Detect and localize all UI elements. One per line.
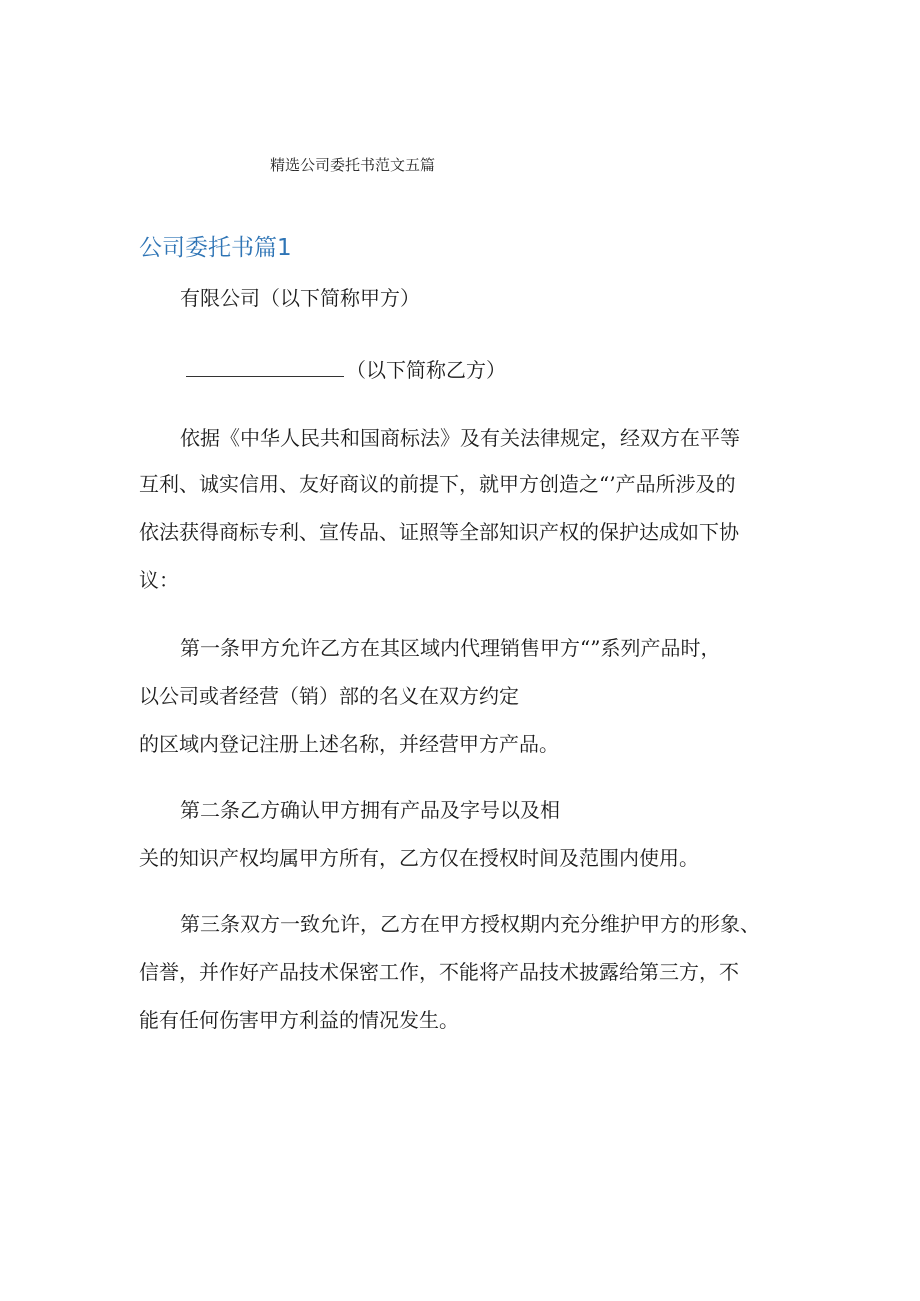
article2-line-1: 第二条乙方确认甲方拥有产品及字号以及相 (180, 798, 560, 822)
article3-line-2: 信誉，并作好产品技术保密工作，不能将产品技术披露给第三方，不 (139, 960, 739, 984)
blank-fill-line (186, 356, 344, 377)
article3-line-1: 第三条双方一致允许，乙方在甲方授权期内充分维护甲方的形象、 (180, 912, 760, 936)
intro-line-3: 依法获得商标专利、宣传品、证照等全部知识产权的保护达成如下协 (139, 520, 739, 544)
article1-line-1: 第一条甲方允许乙方在其区域内代理销售甲方“”系列产品时， (180, 636, 721, 660)
document-title: 精选公司委托书范文五篇 (270, 156, 436, 174)
intro-line-4: 议： (139, 568, 179, 592)
intro-line-2: 互利、诚实信用、友好商议的前提下，就甲方创造之“’产品所涉及的 (139, 472, 736, 496)
article3-line-3: 能有任何伤害甲方利益的情况发生。 (139, 1008, 459, 1032)
section-heading: 公司委托书篇1 (139, 235, 292, 261)
article1-line-3: 的区域内登记注册上述名称，并经营甲方产品。 (139, 732, 559, 756)
party-a-line: 有限公司（以下简称甲方） (180, 286, 420, 310)
intro-line-1: 依据《中华人民共和国商标法》及有关法律规定，经双方在平等 (180, 426, 740, 450)
article2-line-2: 关的知识产权均属甲方所有，乙方仅在授权时间及范围内使用。 (139, 846, 699, 870)
article1-line-2: 以公司或者经营（销）部的名义在双方约定 (139, 684, 519, 708)
party-b-suffix: （以下简称乙方） (346, 358, 506, 382)
party-b-line (186, 356, 506, 384)
